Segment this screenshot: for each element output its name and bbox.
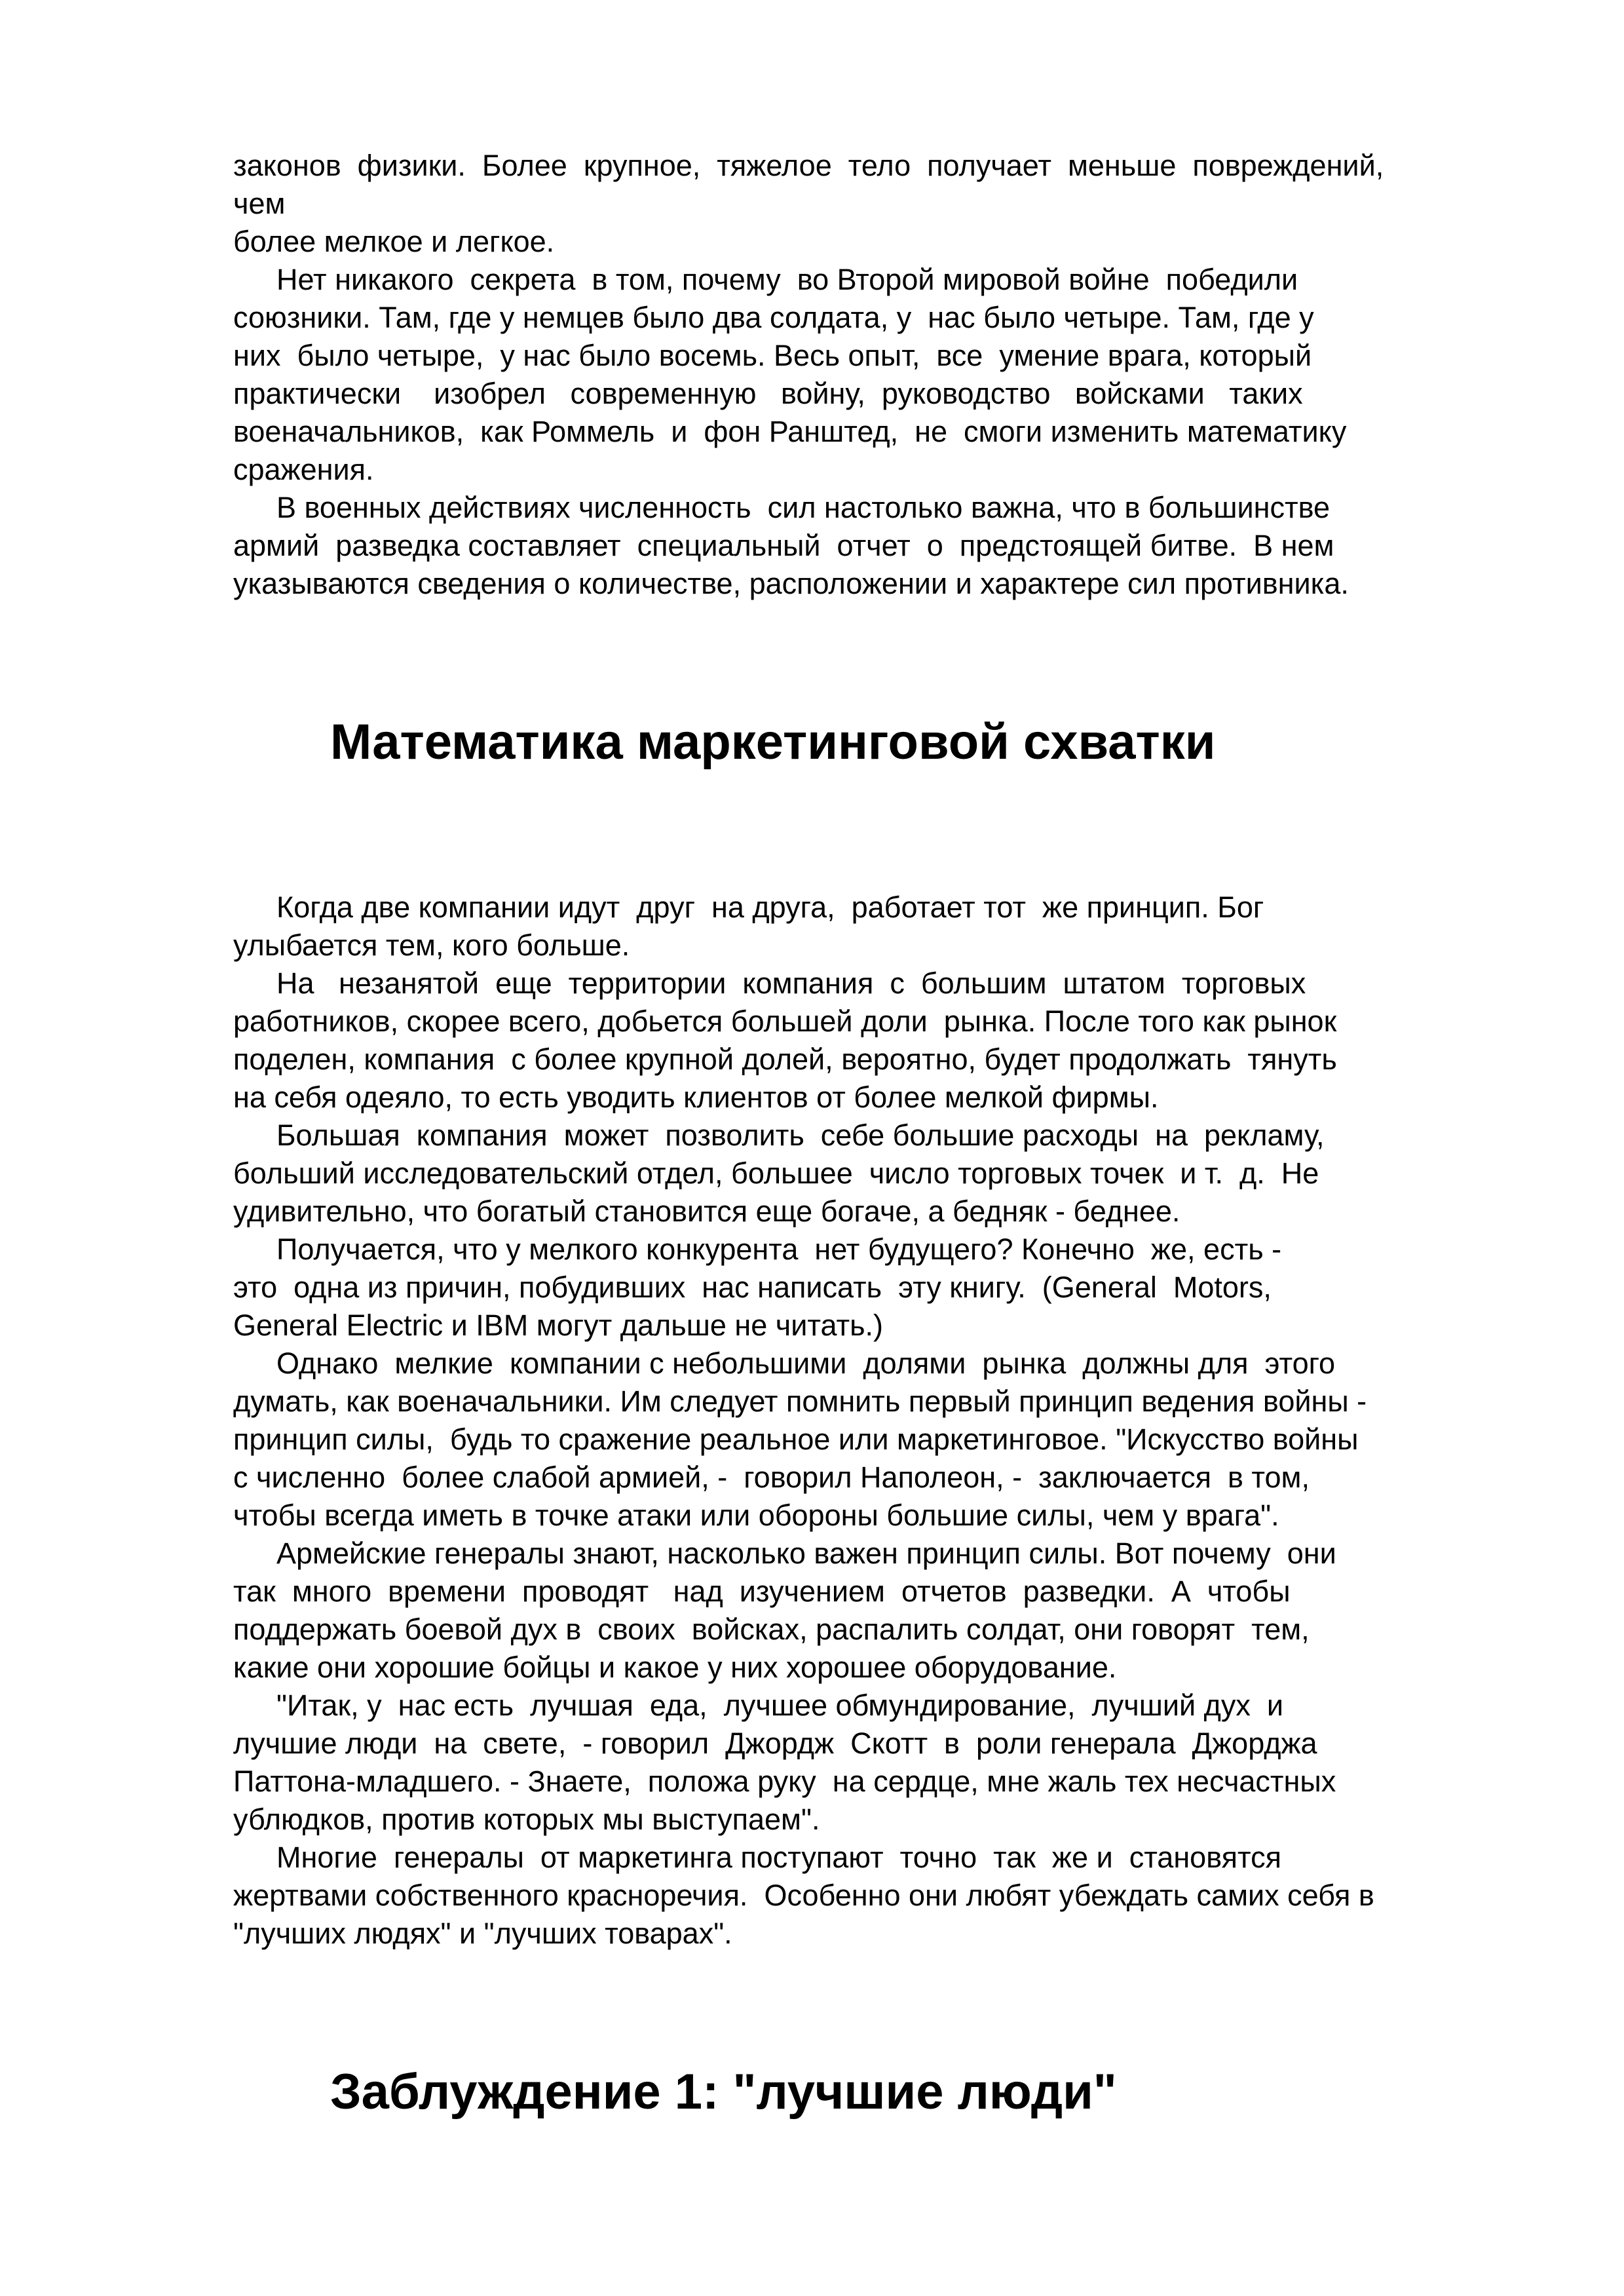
text-line: сражения. <box>233 453 374 486</box>
text-section-1 <box>233 147 1517 603</box>
text-line: больший исследовательский отдел, большее число торговых точек и т. д. Не <box>233 1157 1319 1190</box>
text-line: военачальников, как Роммель и фон Ранштед, не смоги изменить математику <box>233 415 1347 448</box>
text-line: Нет никакого секрета в том, почему во Второй мировой войне победили <box>276 263 1298 296</box>
text-line: Большая компания может позволить себе большие расходы на рекламу, <box>276 1119 1325 1152</box>
text-section-2 <box>233 889 1517 1953</box>
text-line: законов физики. Более крупное, тяжелое тело получает меньше повреждений, <box>233 149 1384 182</box>
text-line: В военных действиях численность сил настолько важна, что в большинстве <box>276 491 1331 524</box>
text-line: работников, скорее всего, добьется большей доли рынка. После того как рынок <box>233 1004 1337 1038</box>
section-heading-math: Математика маркетинговой схватки <box>330 714 1216 770</box>
text-line: с численно более слабой армией, - говорил Наполеон, - заключается в том, <box>233 1461 1310 1494</box>
text-line: чтобы всегда иметь в точке атаки или обороны большие силы, чем у врага". <box>233 1499 1279 1532</box>
text-line: "Итак, у нас есть лучшая еда, лучшее обмундирование, лучший дух и <box>276 1689 1283 1722</box>
text-line: удивительно, что богатый становится еще богаче, а бедняк - беднее. <box>233 1195 1180 1228</box>
text-line: союзники. Там, где у немцев было два солдата, у нас было четыре. Там, где у <box>233 301 1314 334</box>
text-line: Получается, что у мелкого конкурента нет будущего? Конечно же, есть - <box>276 1233 1282 1266</box>
text-line: какие они хорошие бойцы и какое у них хорошее оборудование. <box>233 1651 1117 1684</box>
text-line: принцип силы, будь то сражение реальное или маркетинговое. "Искусство войны <box>233 1423 1359 1456</box>
text-line: практически изобрел современную войну, руководство войсками таких <box>233 377 1303 410</box>
text-line: General Electric и IBM могут дальше не читать.) <box>233 1309 884 1342</box>
text-line: более мелкое и легкое. <box>233 225 555 258</box>
text-line: думать, как военачальники. Им следует помнить первый принцип ведения войны - <box>233 1385 1367 1418</box>
text-line: на себя одеяло, то есть уводить клиентов от более мелкой фирмы. <box>233 1081 1159 1114</box>
text-line: Паттона-младшего. - Знаете, положа руку на сердце, мне жаль тех несчастных <box>233 1765 1336 1798</box>
text-line: них было четыре, у нас было восемь. Весь опыт, все умение врага, который <box>233 339 1312 372</box>
document-page <box>233 147 1517 2122</box>
text-line: это одна из причин, побудивших нас написать эту книгу. (General Motors, <box>233 1271 1272 1304</box>
text-line: чем <box>233 187 286 220</box>
text-line: Армейские генералы знают, насколько важен принцип силы. Вот почему они <box>276 1537 1336 1570</box>
text-line: Когда две компании идут друг на друга, работает тот же принцип. Бог <box>276 890 1264 924</box>
text-line: Однако мелкие компании с небольшими долями рынка должны для этого <box>276 1347 1336 1380</box>
text-line: так много времени проводят над изучением отчетов разведки. А чтобы <box>233 1575 1291 1608</box>
text-line: ублюдков, против которых мы выступаем". <box>233 1803 820 1836</box>
text-line: армий разведка составляет специальный отчет о предстоящей битве. В нем <box>233 529 1334 562</box>
text-line: жертвами собственного красноречия. Особенно они любят убеждать самих себя в <box>233 1879 1374 1912</box>
text-line: поделен, компания с более крупной долей, вероятно, будет продолжать тянуть <box>233 1043 1337 1076</box>
text-line: поддержать боевой дух в своих войсках, распалить солдат, они говорят тем, <box>233 1613 1310 1646</box>
text-line: лучшие люди на свете, - говорил Джордж Скотт в роли генерала Джорджа <box>233 1727 1317 1760</box>
text-line: улыбается тем, кого больше. <box>233 928 630 962</box>
text-line: Многие генералы от маркетинга поступают точно так же и становятся <box>276 1841 1281 1874</box>
text-line: "лучших людях" и "лучших товарах". <box>233 1917 732 1950</box>
text-line: указываются сведения о количестве, расположении и характере сил противника. <box>233 567 1349 600</box>
text-line: На незанятой еще территории компания с большим штатом торговых <box>276 966 1306 1000</box>
section-heading-fallacy-1: Заблуждение 1: "лучшие люди" <box>330 2064 1117 2120</box>
